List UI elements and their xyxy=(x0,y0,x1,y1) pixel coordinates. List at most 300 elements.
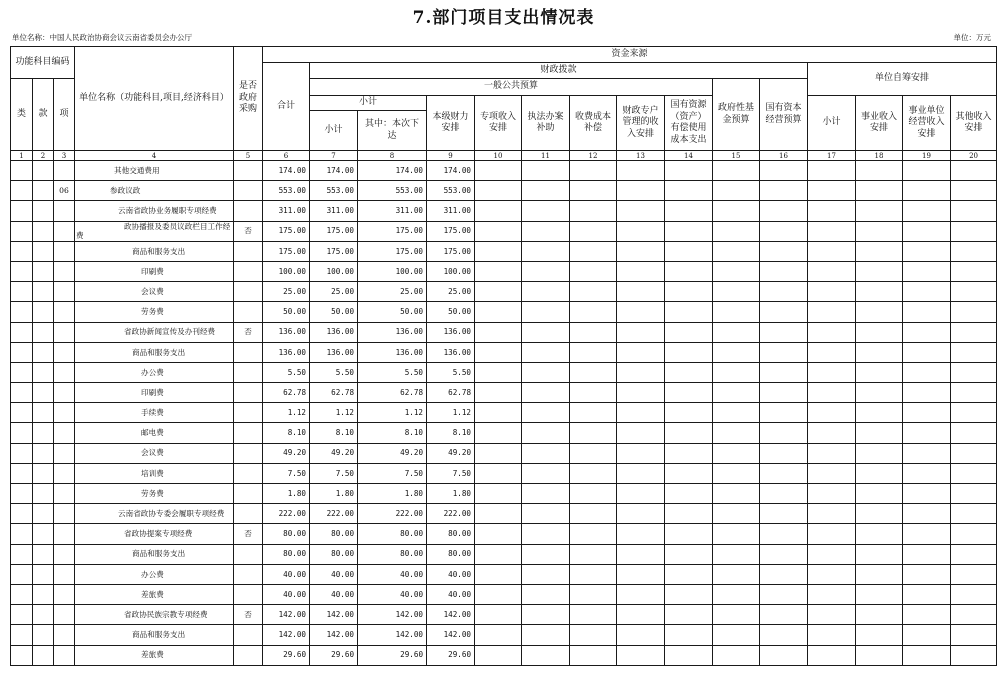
cell-this-issue: 80.00 xyxy=(358,524,427,544)
cell-law-enforcement xyxy=(522,201,570,221)
cell-law-enforcement xyxy=(522,605,570,625)
cell-kuan xyxy=(33,181,54,201)
cell-self-subtotal xyxy=(808,504,856,524)
cell-business-operating xyxy=(903,504,951,524)
cell-state-capital xyxy=(760,241,808,261)
cell-local-fiscal: 80.00 xyxy=(427,524,475,544)
cell-business-operating xyxy=(903,322,951,342)
column-number: 14 xyxy=(665,151,713,161)
cell-self-subtotal xyxy=(808,463,856,483)
column-number: 15 xyxy=(713,151,760,161)
cell-gov-fund xyxy=(713,524,760,544)
cell-fee-cost xyxy=(570,605,617,625)
table-row xyxy=(11,484,997,504)
cell-fee-cost xyxy=(570,463,617,483)
cell-other-income xyxy=(951,645,997,665)
cell-gov-fund xyxy=(713,161,760,181)
cell-fee-cost xyxy=(570,564,617,584)
cell-kuan xyxy=(33,443,54,463)
cell-local-fiscal: 136.00 xyxy=(427,342,475,362)
cell-state-capital xyxy=(760,221,808,241)
cell-local-fiscal: 142.00 xyxy=(427,605,475,625)
cell-unit-name: 劳务费 xyxy=(75,302,234,322)
cell-state-capital xyxy=(760,161,808,181)
cell-kuan xyxy=(33,484,54,504)
cell-state-capital xyxy=(760,544,808,564)
cell-unit-name: 手续费 xyxy=(75,403,234,423)
cell-state-capital xyxy=(760,322,808,342)
cell-other-income xyxy=(951,221,997,241)
column-number-row xyxy=(11,151,997,161)
cell-business-operating xyxy=(903,302,951,322)
cell-subtotal: 136.00 xyxy=(310,342,358,362)
cell-fee-cost xyxy=(570,524,617,544)
table-row xyxy=(11,362,997,382)
cell-special-income xyxy=(475,544,522,564)
cell-state-resources xyxy=(665,322,713,342)
cell-kuan xyxy=(33,544,54,564)
cell-gov-procurement xyxy=(234,161,263,181)
cell-other-income xyxy=(951,484,997,504)
cell-business-income xyxy=(856,463,903,483)
cell-fee-cost xyxy=(570,423,617,443)
cell-total: 174.00 xyxy=(263,161,310,181)
cell-unit-name: 办公费 xyxy=(75,564,234,584)
cell-gov-procurement xyxy=(234,645,263,665)
cell-special-account xyxy=(617,161,665,181)
cell-lei xyxy=(11,524,33,544)
cell-kuan xyxy=(33,221,54,241)
cell-self-subtotal xyxy=(808,625,856,645)
cell-self-subtotal xyxy=(808,564,856,584)
cell-gov-procurement xyxy=(234,201,263,221)
cell-lei xyxy=(11,484,33,504)
cell-special-income xyxy=(475,282,522,302)
cell-state-capital xyxy=(760,423,808,443)
cell-total: 40.00 xyxy=(263,564,310,584)
cell-special-account xyxy=(617,544,665,564)
cell-this-issue: 29.60 xyxy=(358,645,427,665)
cell-fee-cost xyxy=(570,261,617,281)
cell-total: 175.00 xyxy=(263,221,310,241)
cell-subtotal: 62.78 xyxy=(310,383,358,403)
cell-subtotal: 174.00 xyxy=(310,161,358,181)
cell-gov-procurement xyxy=(234,261,263,281)
cell-subtotal: 80.00 xyxy=(310,524,358,544)
cell-total: 8.10 xyxy=(263,423,310,443)
cell-local-fiscal: 311.00 xyxy=(427,201,475,221)
cell-subtotal: 29.60 xyxy=(310,645,358,665)
cell-special-account xyxy=(617,605,665,625)
cell-business-operating xyxy=(903,383,951,403)
cell-gov-fund xyxy=(713,463,760,483)
cell-special-account xyxy=(617,645,665,665)
cell-business-income xyxy=(856,161,903,181)
column-number: 5 xyxy=(234,151,263,161)
column-number: 12 xyxy=(570,151,617,161)
header-self-subtotal: 小计 xyxy=(808,96,856,151)
cell-business-income xyxy=(856,362,903,382)
cell-special-account xyxy=(617,181,665,201)
cell-state-resources xyxy=(665,423,713,443)
cell-state-resources xyxy=(665,161,713,181)
cell-this-issue: 142.00 xyxy=(358,625,427,645)
cell-xiang xyxy=(54,463,75,483)
table-row xyxy=(11,605,997,625)
cell-this-issue: 553.00 xyxy=(358,181,427,201)
cell-state-capital xyxy=(760,261,808,281)
cell-business-operating xyxy=(903,261,951,281)
cell-business-income xyxy=(856,282,903,302)
cell-subtotal: 175.00 xyxy=(310,241,358,261)
cell-gov-fund xyxy=(713,201,760,221)
cell-unit-name: 商品和服务支出 xyxy=(75,342,234,362)
cell-gov-fund xyxy=(713,221,760,241)
cell-subtotal: 175.00 xyxy=(310,221,358,241)
cell-gov-fund xyxy=(713,261,760,281)
cell-self-subtotal xyxy=(808,605,856,625)
cell-special-account xyxy=(617,302,665,322)
cell-unit-name: 省政协提案专项经费 xyxy=(75,524,234,544)
table-row xyxy=(11,403,997,423)
cell-subtotal: 50.00 xyxy=(310,302,358,322)
cell-lei xyxy=(11,625,33,645)
table-row xyxy=(11,504,997,524)
cell-gov-fund xyxy=(713,282,760,302)
column-number: 16 xyxy=(760,151,808,161)
cell-kuan xyxy=(33,625,54,645)
cell-local-fiscal: 175.00 xyxy=(427,221,475,241)
cell-this-issue: 222.00 xyxy=(358,504,427,524)
cell-lei xyxy=(11,544,33,564)
cell-other-income xyxy=(951,564,997,584)
cell-business-income xyxy=(856,302,903,322)
cell-fee-cost xyxy=(570,342,617,362)
cell-self-subtotal xyxy=(808,342,856,362)
header-funding-source: 资金来源 xyxy=(263,47,997,63)
header-kuan: 款 xyxy=(33,79,54,151)
cell-total: 1.80 xyxy=(263,484,310,504)
table-row xyxy=(11,342,997,362)
cell-this-issue: 62.78 xyxy=(358,383,427,403)
cell-fee-cost xyxy=(570,625,617,645)
cell-business-income xyxy=(856,524,903,544)
cell-special-account xyxy=(617,625,665,645)
header-fee-cost: 收费成本补偿 xyxy=(570,96,617,151)
cell-self-subtotal xyxy=(808,383,856,403)
header-local-fiscal: 本级财力安排 xyxy=(427,96,475,151)
cell-state-resources xyxy=(665,443,713,463)
cell-kuan xyxy=(33,342,54,362)
cell-self-subtotal xyxy=(808,544,856,564)
cell-total: 29.60 xyxy=(263,645,310,665)
cell-unit-name: 省政协民族宗教专项经费 xyxy=(75,605,234,625)
cell-other-income xyxy=(951,463,997,483)
cell-business-income xyxy=(856,484,903,504)
header-other-income: 其他收入安排 xyxy=(951,96,997,151)
cell-fee-cost xyxy=(570,645,617,665)
cell-subtotal: 142.00 xyxy=(310,605,358,625)
cell-special-account xyxy=(617,484,665,504)
cell-special-income xyxy=(475,241,522,261)
cell-total: 62.78 xyxy=(263,383,310,403)
cell-business-income xyxy=(856,241,903,261)
cell-self-subtotal xyxy=(808,302,856,322)
cell-other-income xyxy=(951,282,997,302)
table-row xyxy=(11,383,997,403)
cell-unit-name: 参政议政 xyxy=(75,181,234,201)
cell-state-resources xyxy=(665,181,713,201)
cell-gov-fund xyxy=(713,584,760,604)
cell-gov-procurement xyxy=(234,383,263,403)
cell-xiang xyxy=(54,282,75,302)
column-number: 11 xyxy=(522,151,570,161)
cell-lei xyxy=(11,584,33,604)
cell-business-operating xyxy=(903,544,951,564)
cell-total: 40.00 xyxy=(263,584,310,604)
header-gov-procurement: 是否政府采购 xyxy=(234,47,263,151)
cell-lei xyxy=(11,403,33,423)
header-special-account: 财政专户管理的收入安排 xyxy=(617,96,665,151)
cell-other-income xyxy=(951,322,997,342)
cell-law-enforcement xyxy=(522,181,570,201)
cell-law-enforcement xyxy=(522,564,570,584)
cell-special-account xyxy=(617,584,665,604)
cell-unit-name: 印刷费 xyxy=(75,261,234,281)
cell-business-income xyxy=(856,423,903,443)
cell-state-capital xyxy=(760,181,808,201)
cell-local-fiscal: 1.12 xyxy=(427,403,475,423)
cell-law-enforcement xyxy=(522,544,570,564)
cell-unit-name: 其他交通费用 xyxy=(75,161,234,181)
cell-this-issue: 142.00 xyxy=(358,605,427,625)
cell-this-issue: 5.50 xyxy=(358,362,427,382)
cell-business-operating xyxy=(903,342,951,362)
column-number: 2 xyxy=(33,151,54,161)
cell-unit-name: 政协播报及委员议政栏目工作经费 xyxy=(75,221,234,241)
cell-special-account xyxy=(617,362,665,382)
cell-law-enforcement xyxy=(522,302,570,322)
cell-self-subtotal xyxy=(808,403,856,423)
cell-state-capital xyxy=(760,524,808,544)
cell-gov-fund xyxy=(713,423,760,443)
cell-this-issue: 40.00 xyxy=(358,564,427,584)
cell-state-resources xyxy=(665,241,713,261)
cell-subtotal: 5.50 xyxy=(310,362,358,382)
header-state-capital-budget: 国有资本经营预算 xyxy=(760,79,808,151)
cell-business-operating xyxy=(903,584,951,604)
header-fiscal-allocation: 财政拨款 xyxy=(310,63,808,79)
header-function-code: 功能科目编码 xyxy=(11,47,75,79)
cell-special-income xyxy=(475,443,522,463)
cell-business-income xyxy=(856,443,903,463)
table-row xyxy=(11,625,997,645)
cell-subtotal: 100.00 xyxy=(310,261,358,281)
cell-lei xyxy=(11,302,33,322)
cell-business-operating xyxy=(903,221,951,241)
cell-lei xyxy=(11,161,33,181)
cell-special-income xyxy=(475,605,522,625)
cell-special-income xyxy=(475,181,522,201)
cell-local-fiscal: 50.00 xyxy=(427,302,475,322)
header-law-enforcement: 执法办案补助 xyxy=(522,96,570,151)
cell-kuan xyxy=(33,423,54,443)
cell-subtotal: 40.00 xyxy=(310,584,358,604)
header-total: 合计 xyxy=(263,63,310,151)
cell-self-subtotal xyxy=(808,282,856,302)
cell-fee-cost xyxy=(570,302,617,322)
cell-gov-procurement xyxy=(234,484,263,504)
cell-kuan xyxy=(33,463,54,483)
cell-law-enforcement xyxy=(522,423,570,443)
cell-law-enforcement xyxy=(522,342,570,362)
cell-state-resources xyxy=(665,625,713,645)
page-title: 7.部门项目支出情况表 xyxy=(412,8,595,28)
cell-kuan xyxy=(33,403,54,423)
cell-xiang xyxy=(54,362,75,382)
cell-unit-name: 省政协新闻宣传及办刊经费 xyxy=(75,322,234,342)
table-row xyxy=(11,322,997,342)
cell-kuan xyxy=(33,564,54,584)
cell-subtotal: 1.80 xyxy=(310,484,358,504)
cell-xiang xyxy=(54,383,75,403)
cell-gov-procurement xyxy=(234,403,263,423)
cell-local-fiscal: 29.60 xyxy=(427,645,475,665)
cell-total: 136.00 xyxy=(263,342,310,362)
column-number: 19 xyxy=(903,151,951,161)
cell-kuan xyxy=(33,241,54,261)
cell-business-operating xyxy=(903,282,951,302)
cell-lei xyxy=(11,241,33,261)
table-row xyxy=(11,423,997,443)
cell-xiang xyxy=(54,261,75,281)
header-business-income: 事业收入安排 xyxy=(856,96,903,151)
cell-state-resources xyxy=(665,584,713,604)
table-header xyxy=(11,47,997,161)
cell-business-income xyxy=(856,544,903,564)
cell-other-income xyxy=(951,403,997,423)
cell-subtotal: 1.12 xyxy=(310,403,358,423)
cell-this-issue: 174.00 xyxy=(358,161,427,181)
column-number: 10 xyxy=(475,151,522,161)
cell-local-fiscal: 7.50 xyxy=(427,463,475,483)
cell-local-fiscal: 142.00 xyxy=(427,625,475,645)
cell-unit-name: 商品和服务支出 xyxy=(75,625,234,645)
cell-this-issue: 175.00 xyxy=(358,241,427,261)
cell-local-fiscal: 49.20 xyxy=(427,443,475,463)
cell-law-enforcement xyxy=(522,645,570,665)
cell-state-resources xyxy=(665,362,713,382)
cell-other-income xyxy=(951,241,997,261)
cell-this-issue: 49.20 xyxy=(358,443,427,463)
table-row xyxy=(11,584,997,604)
cell-kuan xyxy=(33,645,54,665)
cell-other-income xyxy=(951,362,997,382)
cell-other-income xyxy=(951,423,997,443)
cell-subtotal: 49.20 xyxy=(310,443,358,463)
cell-business-income xyxy=(856,201,903,221)
cell-special-account xyxy=(617,342,665,362)
table-row xyxy=(11,241,997,261)
cell-state-resources xyxy=(665,484,713,504)
cell-total: 49.20 xyxy=(263,443,310,463)
cell-business-income xyxy=(856,403,903,423)
cell-self-subtotal xyxy=(808,322,856,342)
cell-state-capital xyxy=(760,403,808,423)
cell-total: 142.00 xyxy=(263,605,310,625)
unit-name-label: 单位名称：中国人民政治协商会议云南省委员会办公厅 xyxy=(12,33,192,42)
cell-self-subtotal xyxy=(808,484,856,504)
column-number: 3 xyxy=(54,151,75,161)
cell-subtotal: 136.00 xyxy=(310,322,358,342)
column-number: 4 xyxy=(75,151,234,161)
cell-unit-name: 差旅费 xyxy=(75,645,234,665)
header-lei: 类 xyxy=(11,79,33,151)
cell-self-subtotal xyxy=(808,201,856,221)
cell-subtotal: 142.00 xyxy=(310,625,358,645)
cell-gov-procurement xyxy=(234,423,263,443)
cell-gov-fund xyxy=(713,504,760,524)
cell-xiang xyxy=(54,322,75,342)
cell-business-income xyxy=(856,584,903,604)
cell-lei xyxy=(11,605,33,625)
cell-this-issue: 40.00 xyxy=(358,584,427,604)
cell-special-account xyxy=(617,403,665,423)
cell-special-income xyxy=(475,221,522,241)
cell-gov-procurement xyxy=(234,584,263,604)
cell-unit-name: 邮电费 xyxy=(75,423,234,443)
cell-state-resources xyxy=(665,403,713,423)
cell-gov-fund xyxy=(713,605,760,625)
cell-business-operating xyxy=(903,423,951,443)
cell-kuan xyxy=(33,362,54,382)
column-number: 18 xyxy=(856,151,903,161)
cell-unit-name: 商品和服务支出 xyxy=(75,544,234,564)
cell-fee-cost xyxy=(570,282,617,302)
cell-xiang xyxy=(54,484,75,504)
column-number: 13 xyxy=(617,151,665,161)
cell-kuan xyxy=(33,605,54,625)
cell-business-income xyxy=(856,261,903,281)
cell-business-operating xyxy=(903,645,951,665)
cell-fee-cost xyxy=(570,161,617,181)
cell-local-fiscal: 5.50 xyxy=(427,362,475,382)
cell-law-enforcement xyxy=(522,261,570,281)
cell-other-income xyxy=(951,443,997,463)
cell-unit-name: 云南省政协业务履职专项经费 xyxy=(75,201,234,221)
cell-total: 50.00 xyxy=(263,302,310,322)
cell-fee-cost xyxy=(570,544,617,564)
header-special-income: 专项收入安排 xyxy=(475,96,522,151)
cell-business-income xyxy=(856,322,903,342)
cell-state-capital xyxy=(760,564,808,584)
cell-unit-name: 培训费 xyxy=(75,463,234,483)
cell-gov-fund xyxy=(713,302,760,322)
cell-self-subtotal xyxy=(808,645,856,665)
cell-gov-procurement xyxy=(234,443,263,463)
cell-business-income xyxy=(856,504,903,524)
cell-subtotal: 553.00 xyxy=(310,181,358,201)
cell-gov-procurement: 否 xyxy=(234,605,263,625)
cell-fee-cost xyxy=(570,201,617,221)
cell-law-enforcement xyxy=(522,504,570,524)
table-row xyxy=(11,564,997,584)
cell-kuan xyxy=(33,504,54,524)
cell-kuan xyxy=(33,201,54,221)
cell-state-capital xyxy=(760,282,808,302)
cell-gov-fund xyxy=(713,181,760,201)
cell-business-income xyxy=(856,625,903,645)
